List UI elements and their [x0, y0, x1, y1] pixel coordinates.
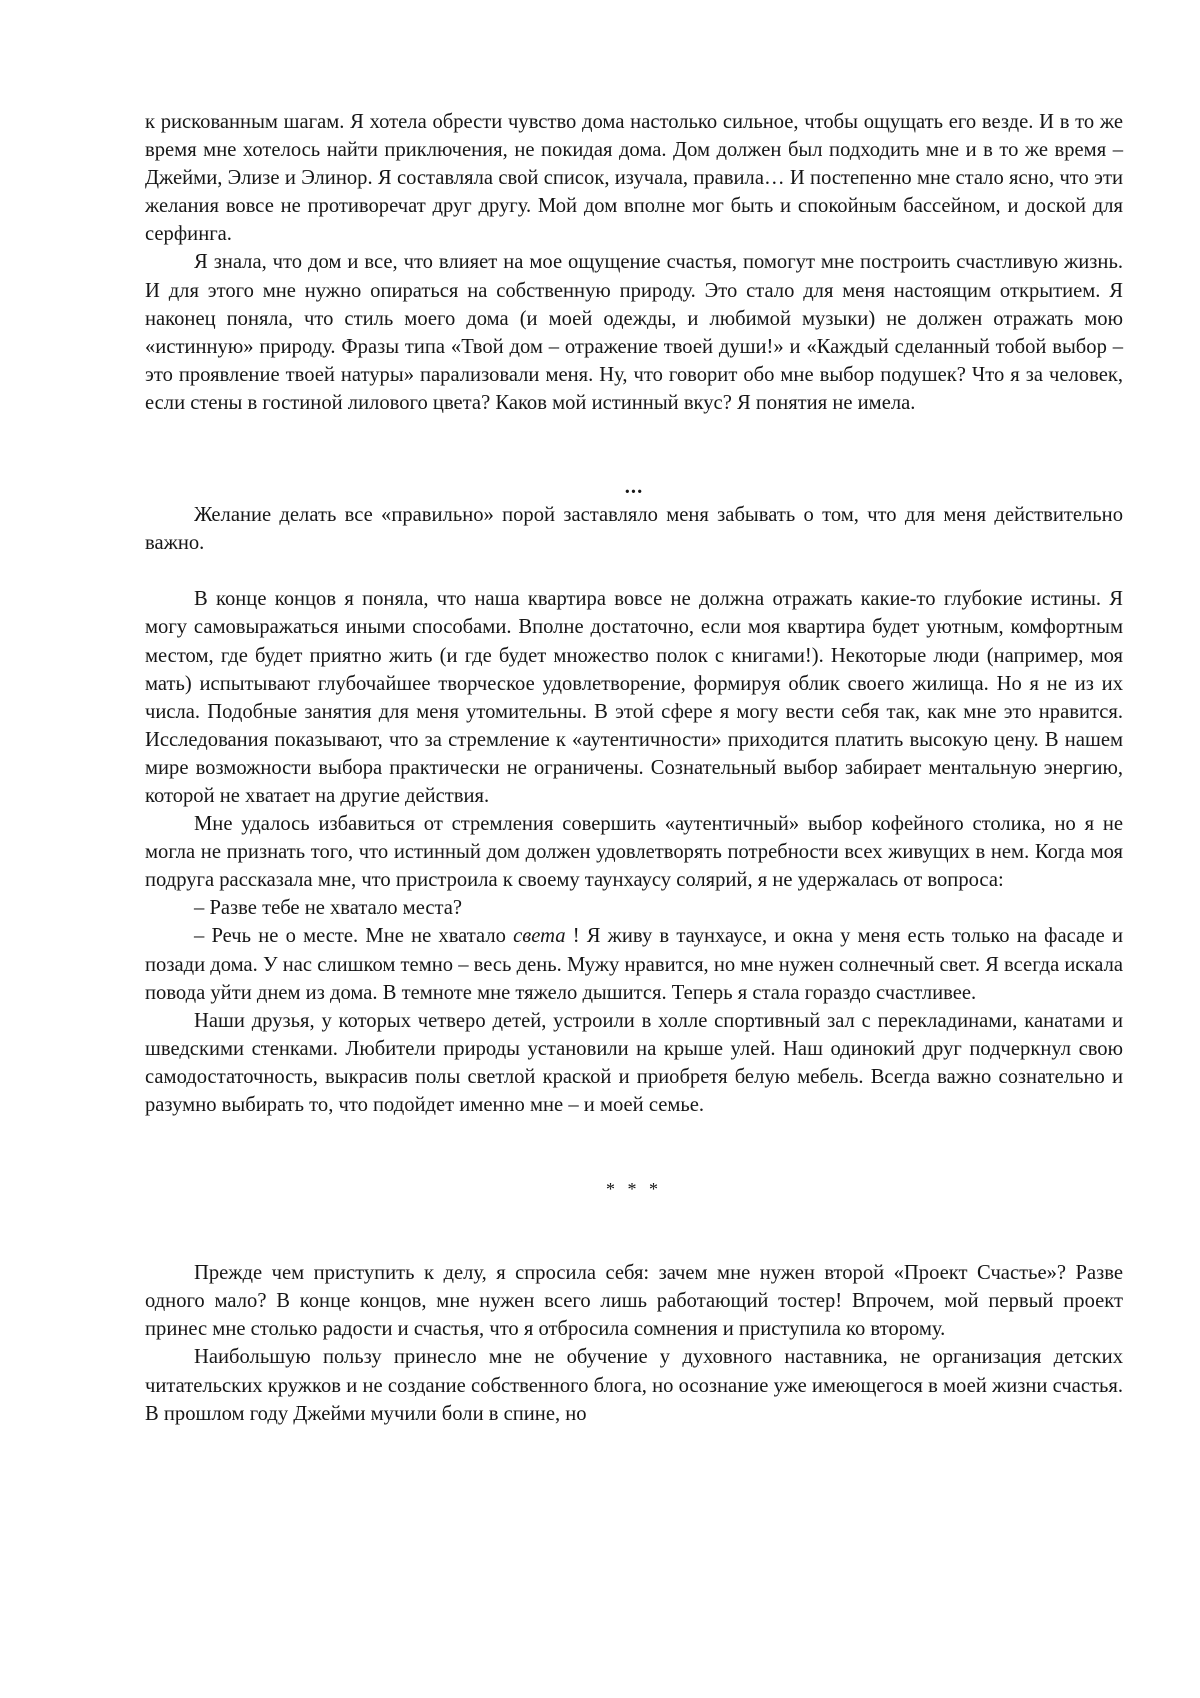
spacer	[145, 417, 1123, 473]
dialog-text: – Речь не о месте. Мне не хватало	[194, 925, 514, 948]
paragraph: В конце концов я поняла, что наша квартира вовсе не должна отражать какие-то глубокие истины. Я могу самовыражаться иными способами. Вполне достаточно, если моя квартира будет уютным, комфортным местом, где будет приятно жить (и где будет множество полок с книгами!). Некоторые люди (например, моя мать) испытывают глубочайшее творческое удовлетворение, формируя облик своего жилища. Но я не из их числа. Подобные занятия для меня утомительны. В этой сфере я могу вести себя так, как мне это нравится. Исследования показывают, что за стремление к «аутентичности» приходится платить высокую цену. В нашем мире возможности выбора практически не ограничены. Сознательный выбор забирает ментальную энергию, которой не хватает на другие действия.	[145, 588, 1123, 807]
emphasis-text: света	[513, 925, 566, 948]
document-page	[145, 108, 1123, 1428]
section-separator: ...	[624, 476, 644, 499]
dialog-line: – Разве тебе не хватало места?	[194, 897, 463, 920]
paragraph: к рискованным шагам. Я хотела обрести чувство дома настолько сильное, чтобы ощущать его везде. И в то же время мне хотелось найти приключения, не покидая дома. Дом должен был подходить мне и в то же время – Джейми, Элизе и Элинор. Я составляла свой список, изучала, правила… И постепенно мне стало ясно, что эти желания вовсе не противоречат друг другу. Мой дом вполне мог быть и спокойным бассейном, и доской для серфинга.	[145, 111, 1123, 246]
paragraph: Наши друзья, у которых четверо детей, устроили в холле спортивный зал с перекладинами, канатами и шведскими стенками. Любители природы установили на крыше улей. Наш одинокий друг подчеркнул свою самодостаточность, выкрасив полы светлой краской и приобретя белую мебель. Всегда важно сознательно и разумно выбирать то, что подойдет именно мне – и моей семье.	[145, 1009, 1123, 1116]
paragraph: Прежде чем приступить к делу, я спросила себя: зачем мне нужен второй «Проект Счастье»? Разве одного мало? В конце концов, мне нужен всего лишь работающий тостер! Впрочем, мой первый проект принес мне столько радости и счастья, что я отбросила сомнения и приступила ко второму.	[145, 1262, 1123, 1341]
paragraph: Мне удалось избавиться от стремления совершить «аутентичный» выбор кофейного столика, но я не могла не признать того, что истинный дом должен удовлетворять потребности всех живущих в нем. Когда моя подруга рассказала мне, что пристроила к своему таунхаусу солярий, я не удержалась от вопроса:	[145, 813, 1123, 892]
spacer	[145, 1203, 1123, 1259]
paragraph: Желание делать все «правильно» порой заставляло меня забывать о том, что для меня действительно важно.	[145, 504, 1123, 555]
dialog-line	[145, 922, 1123, 1006]
spacer	[145, 1119, 1123, 1175]
dialog-text: ! Я живу в таунхаусе, и окна у меня есть только на фасаде и позади дома. У нас слишком темно – весь день. Мужу нравится, но мне нужен солнечный свет. Я всегда искала повода уйти днем из дома. В темноте мне тяжело дышится. Теперь я стала гораздо счастливее.	[145, 925, 1123, 1004]
section-separator: * * *	[606, 1179, 662, 1200]
paragraph: Я знала, что дом и все, что влияет на мое ощущение счастья, помогут мне построить счастливую жизнь. И для этого мне нужно опираться на собственную природу. Это стало для меня настоящим открытием. Я наконец поняла, что стиль моего дома (и моей одежды, и любимой музыки) не должен отражать мою «истинную» природу. Фразы типа «Твой дом – отражение твоей души!» и «Каждый сделанный тобой выбор – это проявление твоей натуры» парализовали меня. Ну, что говорит обо мне выбор подушек? Что я за человек, если стены в гостиной лилового цвета? Каков мой истинный вкус? Я понятия не имела.	[145, 251, 1123, 414]
paragraph: Наибольшую пользу принесло мне не обучение у духовного наставника, не организация детских читательских кружков и не создание собственного блога, но осознание уже имеющегося в моей жизни счастья. В прошлом году Джейми мучили боли в спине, но	[145, 1346, 1123, 1425]
spacer	[145, 557, 1123, 585]
